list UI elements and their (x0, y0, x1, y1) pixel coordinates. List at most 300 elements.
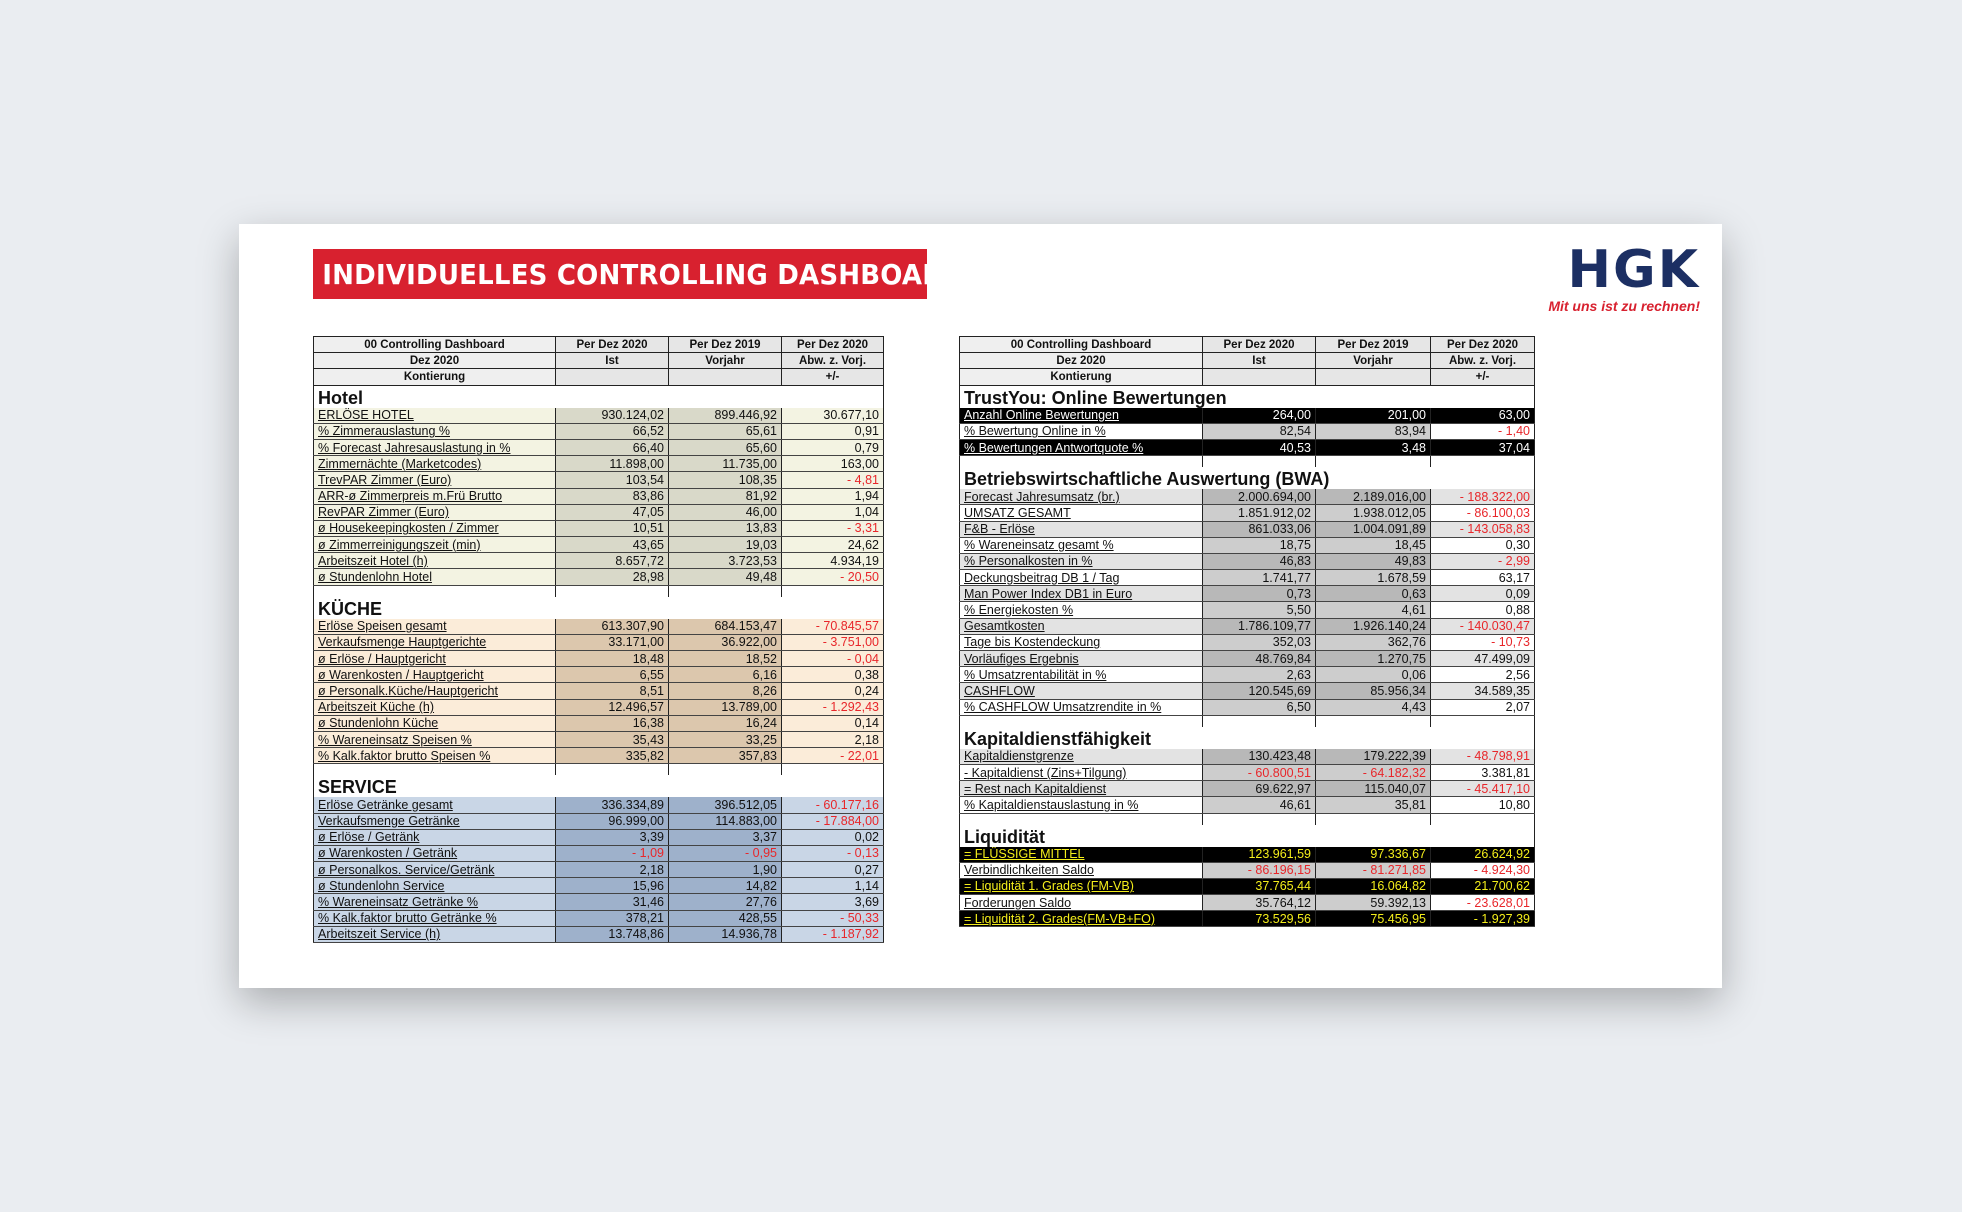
row-value: 10,80 (1431, 797, 1535, 813)
section-title-row (960, 727, 1535, 749)
row-label: = Liquidität 1. Grades (FM-VB) (960, 878, 1203, 894)
table-row (960, 895, 1535, 911)
spacer-row (314, 764, 884, 776)
row-value: 46,61 (1203, 797, 1316, 813)
row-value: 0,27 (782, 862, 884, 878)
section-title-row (314, 597, 884, 619)
row-value: 1,94 (782, 488, 884, 504)
row-value: 378,21 (556, 910, 669, 926)
row-value: 47,05 (556, 504, 669, 520)
table-row (314, 569, 884, 585)
table-row (960, 651, 1535, 667)
row-label: ø Erlöse / Getränk (314, 829, 556, 845)
table-row (314, 926, 884, 942)
section-title-row (960, 825, 1535, 847)
row-value: 930.124,02 (556, 408, 669, 424)
row-value: 0,30 (1431, 537, 1535, 553)
row-value: 26.624,92 (1431, 847, 1535, 863)
header-cell: Dez 2020 (960, 353, 1203, 369)
left-controlling-table (313, 336, 884, 943)
row-value: 65,60 (669, 439, 782, 455)
table-row (960, 553, 1535, 569)
row-label: TrevPAR Zimmer (Euro) (314, 472, 556, 488)
row-value: 3.723,53 (669, 553, 782, 569)
spacer-cell (1431, 456, 1535, 468)
row-value: 14.936,78 (669, 926, 782, 942)
row-value: 46,83 (1203, 553, 1316, 569)
row-value: 18,75 (1203, 537, 1316, 553)
row-value: 201,00 (1316, 408, 1431, 424)
header-cell (556, 369, 669, 385)
dashboard-card (239, 224, 1722, 988)
row-value: 16.064,82 (1316, 878, 1431, 894)
row-label: = Rest nach Kapitaldienst (960, 781, 1203, 797)
row-value: 82,54 (1203, 423, 1316, 439)
spacer-row (960, 813, 1535, 825)
row-label: ø Zimmerreinigungszeit (min) (314, 537, 556, 553)
row-label: = Liquidität 2. Grades(FM-VB+FO) (960, 911, 1203, 927)
row-label: ERLÖSE HOTEL (314, 408, 556, 424)
table-row (960, 911, 1535, 927)
table-row (314, 683, 884, 699)
row-value: 21.700,62 (1431, 878, 1535, 894)
row-value: 6,50 (1203, 699, 1316, 715)
row-label: F&B - Erlöse (960, 521, 1203, 537)
table-row (960, 423, 1535, 439)
row-value: 352,03 (1203, 634, 1316, 650)
row-value: - 0,13 (782, 845, 884, 861)
row-value: 2.189.016,00 (1316, 489, 1431, 505)
row-label: Man Power Index DB1 in Euro (960, 586, 1203, 602)
table-row (314, 408, 884, 424)
row-value: - 50,33 (782, 910, 884, 926)
row-value: - 3.751,00 (782, 634, 884, 650)
row-label: % Wareneinsatz gesamt % (960, 537, 1203, 553)
table-row (314, 862, 884, 878)
row-label: Arbeitszeit Küche (h) (314, 699, 556, 715)
section-title-row (314, 385, 884, 408)
row-value: 1.270,75 (1316, 651, 1431, 667)
row-value: - 23.628,01 (1431, 895, 1535, 911)
row-value: 81,92 (669, 488, 782, 504)
row-label: - Kapitaldienst (Zins+Tilgung) (960, 764, 1203, 780)
row-value: 59.392,13 (1316, 895, 1431, 911)
header-cell: Vorjahr (669, 353, 782, 369)
section-title: KÜCHE (314, 597, 884, 619)
row-value: 428,55 (669, 910, 782, 926)
row-value: 861.033,06 (1203, 521, 1316, 537)
row-value: 0,06 (1316, 667, 1431, 683)
row-value: 114.883,00 (669, 813, 782, 829)
header-row (960, 337, 1535, 353)
title-banner (313, 249, 965, 299)
header-row (314, 337, 884, 353)
row-value: 264,00 (1203, 408, 1316, 424)
row-value: 3,37 (669, 829, 782, 845)
row-value: 103,54 (556, 472, 669, 488)
row-value: - 86.100,03 (1431, 505, 1535, 521)
table-row (960, 602, 1535, 618)
hgk-logo (1548, 240, 1700, 314)
row-label: Tage bis Kostendeckung (960, 634, 1203, 650)
row-value: 43,65 (556, 537, 669, 553)
row-value: 613.307,90 (556, 619, 669, 635)
row-value: 63,00 (1431, 408, 1535, 424)
spacer-cell (1316, 456, 1431, 468)
table-row (960, 586, 1535, 602)
table-row (314, 731, 884, 747)
section-title: Betriebswirtschaftliche Auswertung (BWA) (960, 467, 1535, 489)
spacer-cell (1431, 813, 1535, 825)
row-value: 3,48 (1316, 439, 1431, 455)
row-value: 163,00 (782, 456, 884, 472)
row-value: 49,48 (669, 569, 782, 585)
row-value: 1,04 (782, 504, 884, 520)
row-value: 47.499,09 (1431, 651, 1535, 667)
header-cell: Ist (556, 353, 669, 369)
spacer-cell (1203, 715, 1316, 727)
row-value: 2,18 (782, 731, 884, 747)
table-row (960, 537, 1535, 553)
row-value: 0,02 (782, 829, 884, 845)
table-row (314, 634, 884, 650)
row-value: 2,56 (1431, 667, 1535, 683)
table-row (314, 845, 884, 861)
row-value: - 143.058,83 (1431, 521, 1535, 537)
table-row (314, 423, 884, 439)
row-value: - 70.845,57 (782, 619, 884, 635)
row-value: 1.938.012,05 (1316, 505, 1431, 521)
table-row (314, 813, 884, 829)
table-row (314, 619, 884, 635)
row-value: 73.529,56 (1203, 911, 1316, 927)
row-value: 16,24 (669, 715, 782, 731)
logo-tagline: Mit uns ist zu rechnen! (1548, 298, 1700, 314)
row-label: Forderungen Saldo (960, 895, 1203, 911)
header-cell: Kontierung (314, 369, 556, 385)
row-value: 49,83 (1316, 553, 1431, 569)
row-value: 34.589,35 (1431, 683, 1535, 699)
spacer-cell (960, 456, 1203, 468)
table-row (314, 715, 884, 731)
table-row (960, 521, 1535, 537)
row-label: UMSATZ GESAMT (960, 505, 1203, 521)
table-row (960, 570, 1535, 586)
table-row (314, 504, 884, 520)
section-title: Kapitaldienstfähigkeit (960, 727, 1535, 749)
table-row (314, 829, 884, 845)
table-row (314, 456, 884, 472)
row-value: 8,51 (556, 683, 669, 699)
row-value: 1,14 (782, 878, 884, 894)
row-value: 33,25 (669, 731, 782, 747)
row-label: Anzahl Online Bewertungen (960, 408, 1203, 424)
row-label: Erlöse Speisen gesamt (314, 619, 556, 635)
row-value: 35,43 (556, 731, 669, 747)
header-cell: Per Dez 2019 (669, 337, 782, 353)
row-value: 336.334,89 (556, 797, 669, 813)
table-row (960, 699, 1535, 715)
table-row (960, 634, 1535, 650)
row-label: Gesamtkosten (960, 618, 1203, 634)
row-value: 28,98 (556, 569, 669, 585)
row-value: - 60.177,16 (782, 797, 884, 813)
header-cell: Per Dez 2020 (1431, 337, 1535, 353)
row-value: 2,63 (1203, 667, 1316, 683)
row-label: ARR-ø Zimmerpreis m.Frü Brutto (314, 488, 556, 504)
header-cell: +/- (1431, 369, 1535, 385)
row-label: Arbeitszeit Service (h) (314, 926, 556, 942)
header-row (960, 369, 1535, 385)
table-row (960, 862, 1535, 878)
row-label: Verkaufsmenge Getränke (314, 813, 556, 829)
table-row (314, 878, 884, 894)
header-cell: Abw. z. Vorj. (782, 353, 884, 369)
row-value: - 2,99 (1431, 553, 1535, 569)
row-value: 35.764,12 (1203, 895, 1316, 911)
row-value: 0,38 (782, 667, 884, 683)
row-label: % Kalk.faktor brutto Getränke % (314, 910, 556, 926)
row-label: ø Warenkosten / Getränk (314, 845, 556, 861)
row-value: 66,40 (556, 439, 669, 455)
row-label: Erlöse Getränke gesamt (314, 797, 556, 813)
row-value: 0,91 (782, 423, 884, 439)
row-value: 14,82 (669, 878, 782, 894)
row-value: 0,09 (1431, 586, 1535, 602)
row-value: 11.735,00 (669, 456, 782, 472)
row-value: 1.004.091,89 (1316, 521, 1431, 537)
row-value: 179.222,39 (1316, 749, 1431, 765)
spacer-cell (782, 764, 884, 776)
row-value: - 4,81 (782, 472, 884, 488)
row-label: % Bewertung Online in % (960, 423, 1203, 439)
table-row (960, 618, 1535, 634)
row-label: Forecast Jahresumsatz (br.) (960, 489, 1203, 505)
spacer-cell (1431, 715, 1535, 727)
table-row (960, 439, 1535, 455)
row-label: Arbeitszeit Hotel (h) (314, 553, 556, 569)
row-value: 31,46 (556, 894, 669, 910)
row-value: 2.000.694,00 (1203, 489, 1316, 505)
spacer-row (314, 585, 884, 597)
row-value: 2,18 (556, 862, 669, 878)
row-value: 13.748,86 (556, 926, 669, 942)
header-cell: +/- (782, 369, 884, 385)
row-value: - 81.271,85 (1316, 862, 1431, 878)
table-row (960, 505, 1535, 521)
table-row (314, 488, 884, 504)
row-value: 4,61 (1316, 602, 1431, 618)
header-cell: 00 Controlling Dashboard (314, 337, 556, 353)
row-value: 115.040,07 (1316, 781, 1431, 797)
row-value: 13,83 (669, 520, 782, 536)
table-row (314, 537, 884, 553)
header-cell: 00 Controlling Dashboard (960, 337, 1203, 353)
row-value: 66,52 (556, 423, 669, 439)
row-value: 40,53 (1203, 439, 1316, 455)
row-label: % Wareneinsatz Speisen % (314, 731, 556, 747)
row-value: 83,86 (556, 488, 669, 504)
row-value: 684.153,47 (669, 619, 782, 635)
table-row (960, 489, 1535, 505)
row-value: 4,43 (1316, 699, 1431, 715)
row-label: Deckungsbeitrag DB 1 / Tag (960, 570, 1203, 586)
row-label: % Umsatzrentabilität in % (960, 667, 1203, 683)
row-value: 123.961,59 (1203, 847, 1316, 863)
section-title-row (314, 775, 884, 797)
table-row (960, 408, 1535, 424)
row-value: 5,50 (1203, 602, 1316, 618)
row-label: ø Stundenlohn Küche (314, 715, 556, 731)
table-row (960, 797, 1535, 813)
table-row (314, 699, 884, 715)
spacer-cell (1316, 813, 1431, 825)
row-label: ø Stundenlohn Hotel (314, 569, 556, 585)
section-title-row (960, 385, 1535, 408)
row-value: 8.657,72 (556, 553, 669, 569)
header-cell (1203, 369, 1316, 385)
row-value: 3,69 (782, 894, 884, 910)
row-label: ø Personalk.Küche/Hauptgericht (314, 683, 556, 699)
header-cell: Vorjahr (1316, 353, 1431, 369)
row-value: 4.934,19 (782, 553, 884, 569)
row-value: - 86.196,15 (1203, 862, 1316, 878)
spacer-cell (314, 585, 556, 597)
row-value: 33.171,00 (556, 634, 669, 650)
table-row (960, 749, 1535, 765)
row-value: 1.926.140,24 (1316, 618, 1431, 634)
row-label: CASHFLOW (960, 683, 1203, 699)
row-value: - 17.884,00 (782, 813, 884, 829)
table-row (314, 748, 884, 764)
row-value: 10,51 (556, 520, 669, 536)
row-value: - 0,04 (782, 651, 884, 667)
row-value: 16,38 (556, 715, 669, 731)
header-row (314, 369, 884, 385)
row-value: 18,45 (1316, 537, 1431, 553)
row-value: 0,24 (782, 683, 884, 699)
row-value: 85.956,34 (1316, 683, 1431, 699)
row-value: 11.898,00 (556, 456, 669, 472)
row-label: % Zimmerauslastung % (314, 423, 556, 439)
spacer-cell (556, 585, 669, 597)
row-value: - 1.292,43 (782, 699, 884, 715)
row-value: 12.496,57 (556, 699, 669, 715)
row-value: 396.512,05 (669, 797, 782, 813)
spacer-cell (960, 715, 1203, 727)
row-value: - 1.927,39 (1431, 911, 1535, 927)
row-value: 48.769,84 (1203, 651, 1316, 667)
row-value: 357,83 (669, 748, 782, 764)
row-value: 120.545,69 (1203, 683, 1316, 699)
row-value: 97.336,67 (1316, 847, 1431, 863)
row-label: RevPAR Zimmer (Euro) (314, 504, 556, 520)
spacer-row (960, 715, 1535, 727)
row-value: 362,76 (1316, 634, 1431, 650)
row-value: - 20,50 (782, 569, 884, 585)
row-label: % Wareneinsatz Getränke % (314, 894, 556, 910)
row-value: 15,96 (556, 878, 669, 894)
spacer-cell (556, 764, 669, 776)
row-value: - 1.187,92 (782, 926, 884, 942)
row-label: % CASHFLOW Umsatzrendite in % (960, 699, 1203, 715)
table-row (960, 847, 1535, 863)
row-label: % Forecast Jahresauslastung in % (314, 439, 556, 455)
row-value: - 22,01 (782, 748, 884, 764)
table-row (314, 439, 884, 455)
header-cell: Per Dez 2019 (1316, 337, 1431, 353)
row-value: 35,81 (1316, 797, 1431, 813)
row-value: 24,62 (782, 537, 884, 553)
row-value: 19,03 (669, 537, 782, 553)
row-value: - 1,09 (556, 845, 669, 861)
row-value: - 3,31 (782, 520, 884, 536)
row-value: 96.999,00 (556, 813, 669, 829)
spacer-cell (1203, 456, 1316, 468)
row-label: % Personalkosten in % (960, 553, 1203, 569)
header-cell: Ist (1203, 353, 1316, 369)
row-value: 30.677,10 (782, 408, 884, 424)
row-value: 63,17 (1431, 570, 1535, 586)
section-title: SERVICE (314, 775, 884, 797)
row-value: 1.678,59 (1316, 570, 1431, 586)
row-value: 1.851.912,02 (1203, 505, 1316, 521)
dashboard-title: INDIVIDUELLES CONTROLLING DASHBOARD (322, 257, 965, 291)
row-value: - 1,40 (1431, 423, 1535, 439)
row-label: ø Warenkosten / Hauptgericht (314, 667, 556, 683)
row-value: 18,48 (556, 651, 669, 667)
row-label: % Energiekosten % (960, 602, 1203, 618)
row-label: Verkaufsmenge Hauptgerichte (314, 634, 556, 650)
table-row (314, 797, 884, 813)
row-value: 46,00 (669, 504, 782, 520)
spacer-cell (1203, 813, 1316, 825)
row-value: 335,82 (556, 748, 669, 764)
row-value: 0,63 (1316, 586, 1431, 602)
table-row (960, 781, 1535, 797)
logo-mark: HGK (1567, 240, 1700, 300)
row-label: ø Erlöse / Hauptgericht (314, 651, 556, 667)
header-row (314, 353, 884, 369)
row-value: - 64.182,32 (1316, 764, 1431, 780)
spacer-cell (782, 585, 884, 597)
row-value: 13.789,00 (669, 699, 782, 715)
row-value: 83,94 (1316, 423, 1431, 439)
row-value: 0,73 (1203, 586, 1316, 602)
table-row (960, 878, 1535, 894)
section-title: TrustYou: Online Bewertungen (960, 385, 1535, 408)
row-value: 130.423,48 (1203, 749, 1316, 765)
row-value: - 48.798,91 (1431, 749, 1535, 765)
row-value: 18,52 (669, 651, 782, 667)
header-cell: Dez 2020 (314, 353, 556, 369)
table-row (960, 667, 1535, 683)
row-value: - 4.924,30 (1431, 862, 1535, 878)
row-value: 37.765,44 (1203, 878, 1316, 894)
row-value: 75.456,95 (1316, 911, 1431, 927)
row-value: 65,61 (669, 423, 782, 439)
right-controlling-table (959, 336, 1535, 927)
row-label: % Bewertungen Antwortquote % (960, 439, 1203, 455)
row-value: 0,79 (782, 439, 884, 455)
row-value: 899.446,92 (669, 408, 782, 424)
header-cell: Per Dez 2020 (556, 337, 669, 353)
row-value: 2,07 (1431, 699, 1535, 715)
spacer-cell (960, 813, 1203, 825)
row-value: 6,16 (669, 667, 782, 683)
row-value: - 10,73 (1431, 634, 1535, 650)
row-value: 8,26 (669, 683, 782, 699)
